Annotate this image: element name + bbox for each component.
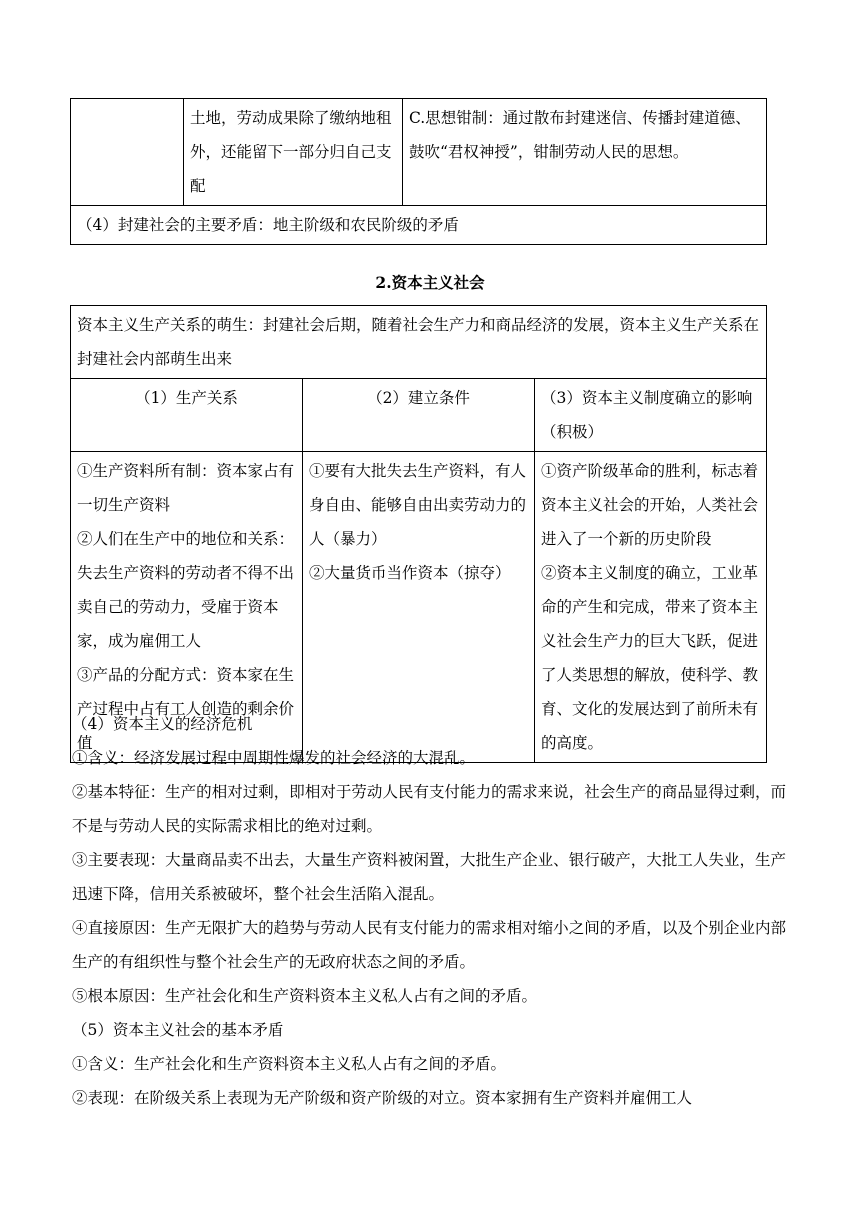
feudal-table-continued xyxy=(70,98,767,245)
table-header-influence: （3）资本主义制度确立的影响（积极） xyxy=(535,379,767,452)
paragraph: ③主要表现：大量商品卖不出去，大量生产资料被闲置，大批生产企业、银行破产，大批工人失业，生产迅速下降，信用关系被破坏，整个社会生活陷入混乱。 xyxy=(72,851,786,903)
table-cell-land-distribution: 土地，劳动成果除了缴纳地租外，还能留下一部分归自己支配 xyxy=(184,99,403,206)
paragraph: ④直接原因：生产无限扩大的趋势与劳动人民有支付能力的需求相对缩小之间的矛盾，以及个别企业内部生产的有组织性与整个社会生产的无政府状态之间的矛盾。 xyxy=(72,919,786,971)
table-header-production-relations: （1）生产关系 xyxy=(71,379,303,452)
list-item: ②人们在生产中的地位和关系：失去生产资料的劳动者不得不出卖自己的劳动力，受雇于资本家，成为雇佣工人 xyxy=(77,530,295,650)
table-cell-intro: 资本主义生产关系的萌生：封建社会后期，随着社会生产力和商品经济的发展，资本主义生产关系在封建社会内部萌生出来 xyxy=(71,306,767,379)
paragraph: ①含义：经济发展过程中周期性爆发的社会经济的大混乱。 xyxy=(72,749,476,767)
table-cell-main-contradiction: （4）封建社会的主要矛盾：地主阶级和农民阶级的矛盾 xyxy=(71,206,767,245)
list-item: ①要有大批失去生产资料，有人身自由、能够自由出卖劳动力的人（暴力） xyxy=(309,462,527,548)
paragraph: ②表现：在阶级关系上表现为无产阶级和资产阶级的对立。资本家拥有生产资料并雇佣工人 xyxy=(72,1089,693,1107)
paragraph: ①含义：生产社会化和生产资料资本主义私人占有之间的矛盾。 xyxy=(72,1055,507,1073)
list-item: ①资产阶级革命的胜利，标志着资本主义社会的开始，人类社会进入了一个新的历史阶段 xyxy=(541,462,759,548)
list-item: ②大量货币当作资本（掠夺） xyxy=(309,564,511,582)
capitalism-table xyxy=(70,305,767,763)
body-text xyxy=(72,707,786,1115)
subheading-basic-contradiction: （5）资本主义社会的基本矛盾 xyxy=(72,1021,284,1039)
paragraph: ②基本特征：生产的相对过剩，即相对于劳动人民有支付能力的需求来说，社会生产的商品显得过剩，而不是与劳动人民的实际需求相比的绝对过剩。 xyxy=(72,783,786,835)
list-item: ③产品的分配方式：资本家在生产过程中占有工人创造的剩余价值 xyxy=(77,666,295,752)
table-cell-thought-control: C.思想钳制：通过散布封建迷信、传播封建道德、鼓吹“君权神授”，钳制劳动人民的思想。 xyxy=(403,99,767,206)
paragraph: ⑤根本原因：生产社会化和生产资料资本主义私人占有之间的矛盾。 xyxy=(72,987,538,1005)
list-item: ①生产资料所有制：资本家占有一切生产资料 xyxy=(77,462,295,514)
list-item: ②资本主义制度的确立，工业革命的产生和完成，带来了资本主义社会生产力的巨大飞跃，促进了人类思想的解放，使科学、教育、文化的发展达到了前所未有的高度。 xyxy=(541,564,759,752)
table-cell-empty xyxy=(71,99,184,206)
subheading-economic-crisis: （4）资本主义的经济危机 xyxy=(72,715,253,733)
section-title: 2.资本主义社会 xyxy=(375,273,485,292)
table-header-conditions: （2）建立条件 xyxy=(303,379,535,452)
